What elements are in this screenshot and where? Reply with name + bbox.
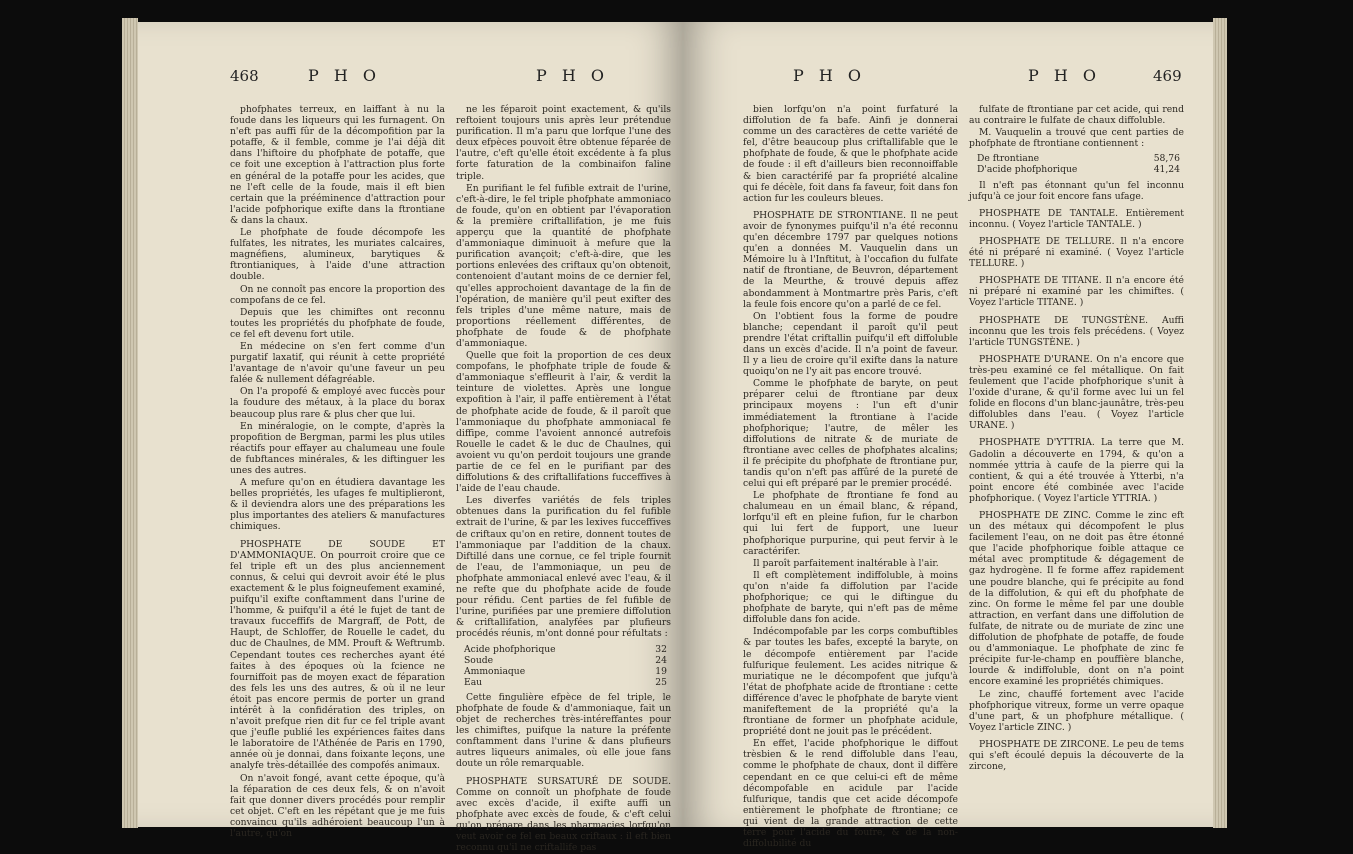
right-page-edges — [1213, 18, 1227, 828]
paragraph: En purifiant le fel fufible extrait de l'urine, c'eft-à-dire, le fel triple phofphate ammoniaco de foude, qu'on en obtient par l'évaporation & la première criftallifation, je me fuis apperçu que la quantité de phofphate d'ammoniaque diminuoit à mefure que la purification avançoit; c'eft-à-dire, que les portions enlevées des criftaux qu'on obtenoit, contenoient d'autant moins de ce dernier fel, qu'elles approchoient davantage de la fin de l'opération, de manière qu'il peut exifter des fels triples d'une même nature, mais de proportions réellement différentes, de phofphate de foude & de phofphate d'ammoniaque. — [456, 182, 671, 349]
entry-phosphate-tellure: PHOSPHATE DE TELLURE. Il n'a encore été ni préparé ni examiné. ( Voyez l'article TELLURE. ) — [969, 235, 1184, 270]
paragraph: Le phofphate de ftrontiane fe fond au chalumeau en un émail blanc, & répand, lorfqu'il eft en pleine fufion, fur le charbon qui lui fert de fupport, une lueur phofphorique purpurine, qui peut fervir à le caractérifer. — [743, 490, 958, 557]
right-page-number: 469 — [1153, 67, 1182, 85]
paragraph: phofphates terreux, en laiffant à nu la foude dans les liqueurs qui les furnagent. On n'eft pas auffi fûr de la décompofition par la potaffe, & il femble, comme je l'ai déjà dit dans l'hiftoire du phofphate de potaffe, que ce foit une exception à l'attraction plus forte en général de la potaffe pour les acides, que ne l'eft celle de la foude, mais il eft bien certain que la prééminence d'attraction pour l'acide pofphorique exifte dans la ftrontiane & dans la chaux. — [230, 104, 445, 226]
entry-phosphate-yttria: PHOSPHATE D'YTTRIA. La terre que M. Gadolin a découverte en 1794, & qu'on a nommée yttria à caufe de la pierre qui la contient, & qui a été trouvée à Ytterbi, n'a point encore été combinée avec l'acide phofphorique. ( Voyez l'article YTTRIA. ) — [969, 437, 1184, 504]
right-column-1 — [743, 104, 958, 850]
paragraph: Le zinc, chauffé fortement avec l'acide phofphorique vitreux, forme un verre opaque d'une part, & un phofphure métallique. ( Voyez l'article ZINC. ) — [969, 688, 1184, 733]
paragraph: A mefure qu'on en étudiera davantage les belles propriétés, les ufages fe multiplieront, & il deviendra alors une des préparations les plus importantes des ateliers & manufactures chimiques. — [230, 477, 445, 533]
paragraph: Comme le phofphate de baryte, on peut préparer celui de ftrontiane par deux principaux moyens : l'un eft d'unir immédiatement la ftrontiane à l'acide phofphorique; l'autre, de mêler les diffolutions de nitrate & de muriate de ftrontiane avec celles de phofphates alcalins; il fe précipite du phofphate de ftrontiane pur, tandis qu'on n'eft pas affûré de la pureté de celui qui eft préparé par le premier procédé. — [743, 378, 958, 490]
paragraph: Les diverfes variétés de fels triples obtenues dans la purification du fel fufible extrait de l'urine, & par les lexives fucceffives de criftaux qu'on en retire, donnent toutes de l'ammoniaque par l'addition de la chaux. Diftillé dans une cornue, ce fel triple fournit de l'eau, de l'ammoniaque, un peu de phofphate ammoniacal enlevé avec l'eau, & il ne refte que du phofphate acide de foude pour réfidu. Cent parties de fel fufible de l'urine, purifiées par une premiere diffolution & criftallifation, analyfées par plufieurs procédés réunis, m'ont donné pour réfultats : — [456, 495, 671, 640]
right-running-head-1: P H O — [793, 66, 867, 85]
paragraph: En minéralogie, on le compte, d'après la propofition de Bergman, parmi les plus utiles réactifs pour effayer au chalumeau une foule de fubftances minérales, & les diftinguer les unes des autres. — [230, 420, 445, 476]
paragraph: Il n'eft pas étonnant qu'un fel inconnu jufqu'à ce jour foit encore fans ufage. — [969, 179, 1184, 202]
entry-phosphate-strontiane: PHOSPHATE DE STRONTIANE. Il ne peut avoir de fynonymes puifqu'il n'a été reconnu qu'en décembre 1797 par quelques notions qu'en a données M. Vauquelin dans un Mémoire lu à l'Inftitut, à l'occafion du fulfate natif de ftrontiane, de Beuvron, département de la Meurthe, & trouvé depuis affez abondamment à Montmartre près Paris, c'eft la feule fois encore qu'on a parlé de ce fel. — [743, 209, 958, 310]
right-running-head-2: P H O — [1028, 66, 1102, 85]
left-running-head-2: P H O — [536, 66, 610, 85]
entry-phosphate-titane: PHOSPHATE DE TITANE. Il n'a encore été ni préparé ni examiné par les chimiftes. ( Voyez l'article TITANE. ) — [969, 275, 1184, 309]
paragraph: Le phofphate de foude décompofe les fulfates, les nitrates, les muriates calcaires, magnéfiens, alumineux, barytiques & ftrontianiques, à l'aide d'une attraction double. — [230, 227, 445, 283]
composition-table — [464, 644, 671, 688]
entry-phosphate-zircone: PHOSPHATE DE ZIRCONE. Le peu de tems qui s'eft écoulé depuis la découverte de la zircone, — [969, 738, 1184, 773]
paragraph: Il paroît parfaitement inaltérable à l'air. — [753, 557, 939, 569]
paragraph: M. Vauquelin a trouvé que cent parties de phofphate de ftrontiane contiennent : — [969, 127, 1184, 150]
paragraph: Depuis que les chimiftes ont reconnu toutes les propriétés du phofphate de foude, ce fel eft devenu fort utile. — [230, 306, 445, 340]
table-row: Acide phofphorique 32 — [464, 643, 667, 655]
table-row: Eau 25 — [464, 676, 667, 688]
paragraph: Indécompofable par les corps combuftibles & par toutes les bafes, excepté la baryte, on le décompofe entièrement par l'acide fulfurique feulement. Les acides nitrique & muriatique ne le décompofent que jufqu'à l'état de phofphate acide de ftrontiane : cette différence d'avec le phofphate de baryte vient manifeftement de la propriété qu'a la ftrontiane de former un phofphate acidule, propriété dont ne jouit pas le précédent. — [743, 626, 958, 738]
paragraph: Cette fingulière efpèce de fel triple, le phofphate de foude & d'ammoniaque, fait un objet de recherches très-intéreffantes pour les chimiftes, puifque la nature la préfente conftamment dans l'urine & dans plufieurs autres liqueurs animales, où elle joue fans doute un rôle remarquable. — [456, 691, 671, 770]
left-running-head-1: P H O — [308, 66, 382, 85]
left-column-1 — [230, 104, 445, 840]
paragraph: ne les féparoit point exactement, & qu'ils reftoient toujours unis après leur prétendue purification. Il m'a paru que lorfque l'une des deux efpèces pouvoit être obtenue féparée de l'autre, c'eft qu'elle étoit excédente à fa plus forte faturation de la combinaifon faline triple. — [456, 104, 671, 182]
table-row: D'acide phofphorique 41,24 — [977, 164, 1180, 176]
entry-phosphate-zinc: PHOSPHATE DE ZINC. Comme le zinc eft un des métaux qui décompofent le plus facilement l'eau, on ne doit pas être étonné que l'acide phofphorique foible attaque ce métal avec promptitude & dégagement de gaz hydrogène. Il fe forme affez rapidement une poudre blanche, qui fe précipite au fond de la diffolution, & qui eft du phofphate de zinc. On forme le même fel par une double attraction, en verfant dans une diffolution de fulfate, de nitrate ou de muriate de zinc une diffolution de phofphate de potaffe, de foude ou d'ammoniaque. Le phofphate de zinc fe précipite fur-le-champ en pouffière blanche, lourde & indiffoluble, dont on n'a point encore examiné les propriétés chimiques. — [969, 510, 1184, 688]
table-row: Ammoniaque 19 — [464, 665, 667, 677]
paragraph: bien lorfqu'on n'a point furfaturé la diffolution de fa bafe. Ainfi je donnerai comme un des caractères de cette variété de fel, d'être beaucoup plus criftallifable que le phofphate de foude, & que le phofphate acide de foude : il eft d'ailleurs bien reconnoiffable & bien caractérifé par fa propriété alcaline qui fe décèle, foit dans fa faveur, foit dans fon action fur les couleurs bleues. — [743, 104, 958, 204]
right-column-2 — [969, 104, 1184, 773]
paragraph: Quelle que foit la proportion de ces deux compofans, le phofphate triple de foude & d'ammoniaque s'effleurit à l'air, & verdit la teinture de violettes. Après une longue expofition à l'air, il paffe entièrement à l'état de phofphate acide de foude, & il paroît que l'ammoniaque du phofphate ammoniacal fe diffipe, comme l'avoient annoncé autrefois Rouelle le cadet & le duc de Chaulnes, qui avoient vu qu'on perdoit toujours une grande partie de ce fel en le purifiant par des diffolutions & des criftallifations fucceffives à l'aide de l'eau chaude. — [456, 350, 671, 495]
paragraph: fulfate de ftrontiane par cet acide, qui rend au contraire le fulfate de chaux diffoluble. — [969, 104, 1184, 127]
paragraph: On ne connoît pas encore la proportion des compofans de ce fel. — [230, 283, 445, 306]
composition-table — [977, 153, 1184, 175]
left-page — [138, 22, 683, 854]
entry-phosphate-urane: PHOSPHATE D'URANE. On n'a encore que très-peu examiné ce fel métallique. On fait feulement que l'acide phofphorique s'unit à l'oxide d'urane, & qu'il forme avec lui un fel folide en flocons d'un blanc-jaunâtre, très-peu diffolubles dans l'eau. ( Voyez l'article URANE. ) — [969, 353, 1184, 432]
left-page-number: 468 — [230, 67, 259, 85]
left-column-2 — [456, 104, 671, 854]
paragraph: On l'obtient fous la forme de poudre blanche; cependant il paroît qu'il peut prendre l'état criftallin puifqu'il eft diffoluble dans un excès d'acide. Il n'a point de faveur. Il y a lieu de croire qu'il exifte dans la nature quoiqu'on ne l'y ait pas encore trouvé. — [743, 310, 958, 378]
table-row: Soude 24 — [464, 654, 667, 666]
entry-phosphate-sursature: PHOSPHATE SURSATURÉ DE SOUDE. Comme on connoît un phofphate de foude avec excès d'acide, il exifte auffi un phofphate avec excès de foude, & c'eft celui qu'on prépare dans les pharmacies lorfqu'on veut avoir ce fel en beaux criftaux : il eft bien reconnu qu'il ne criftallife pas — [456, 775, 671, 854]
right-page — [683, 22, 1213, 850]
entry-phosphate-soude-ammoniaque: PHOSPHATE DE SOUDE ET D'AMMONIAQUE. On pourroit croire que ce fel triple eft un des plus anciennement connus, & celui qui devroit avoir été le plus exactement & le plus foigneufement examiné, puifqu'il exifte conftamment dans l'urine de l'homme, & puifqu'il a été le fujet de tant de travaux fucceffifs de Margraff, de Pott, de Haupt, de Schloffer, de Rouelle le cadet, du duc de Chaulnes, de MM. Prouft & Weftrumb. Cependant toutes ces recherches ayant été faites à des époques où la fcience ne fourniffoit pas de moyen exact de féparation des fels les uns des autres, & où il ne leur étoit pas encore permis de porter un grand intérêt à la confidération des triples, on n'avoit prefque rien dit fur ce fel triple avant que j'eufle publié les expériences faites dans le laboratoire de l'Athénée de Paris en 1790, année où je donnai, dans foixante leçons, une analyfe très-détaillée des compofés animaux. — [230, 538, 445, 772]
paragraph: En effet, l'acide phofphorique le diffout trèsbien & le rend diffoluble dans l'eau, comme le phofphate de chaux, dont il diffère cependant en ce que celui-ci eft de même décompofable en acidule par l'acide fulfurique, tandis que cet acide décompofe entièrement le phofphate de ftrontiane; ce qui vient de la grande attraction de cette terre pour l'acide du foufre, & de la non-diffolubilité du — [743, 738, 958, 850]
paragraph: En médecine on s'en fert comme d'un purgatif laxatif, qui réunit à cette propriété l'avantage de n'avoir qu'une faveur un peu falée & nullement défagréable. — [230, 340, 445, 386]
paragraph: Il eft complètement indiffoluble, à moins qu'on n'aide fa diffolution par l'acide phofphorique; ce qui le diftingue du phofphate de baryte, qui n'eft pas de même diffoluble dans fon acide. — [743, 569, 958, 626]
paragraph: On n'avoit fongé, avant cette époque, qu'à la féparation de ces deux fels, & on n'avoit fait que donner divers procédés pour remplir cet objet. C'eft en les répétant que je me fuis convaincu qu'ils adhéroient beaucoup l'un à l'autre, qu'on — [230, 772, 445, 839]
paragraph: On l'a propofé & employé avec fuccès pour la foudure des métaux, à la place du borax beaucoup plus rare & plus cher que lui. — [230, 386, 445, 420]
entry-phosphate-tantale: PHOSPHATE DE TANTALE. Entièrement inconnu. ( Voyez l'article TANTALE. ) — [969, 207, 1184, 230]
table-row: De ftrontiane 58,76 — [977, 153, 1180, 165]
left-page-edges — [122, 18, 138, 828]
entry-phosphate-tungstene: PHOSPHATE DE TUNGSTÈNE. Auffi inconnu que les trois fels précédens. ( Voyez l'article TUNGSTÈNE. ) — [969, 314, 1184, 348]
